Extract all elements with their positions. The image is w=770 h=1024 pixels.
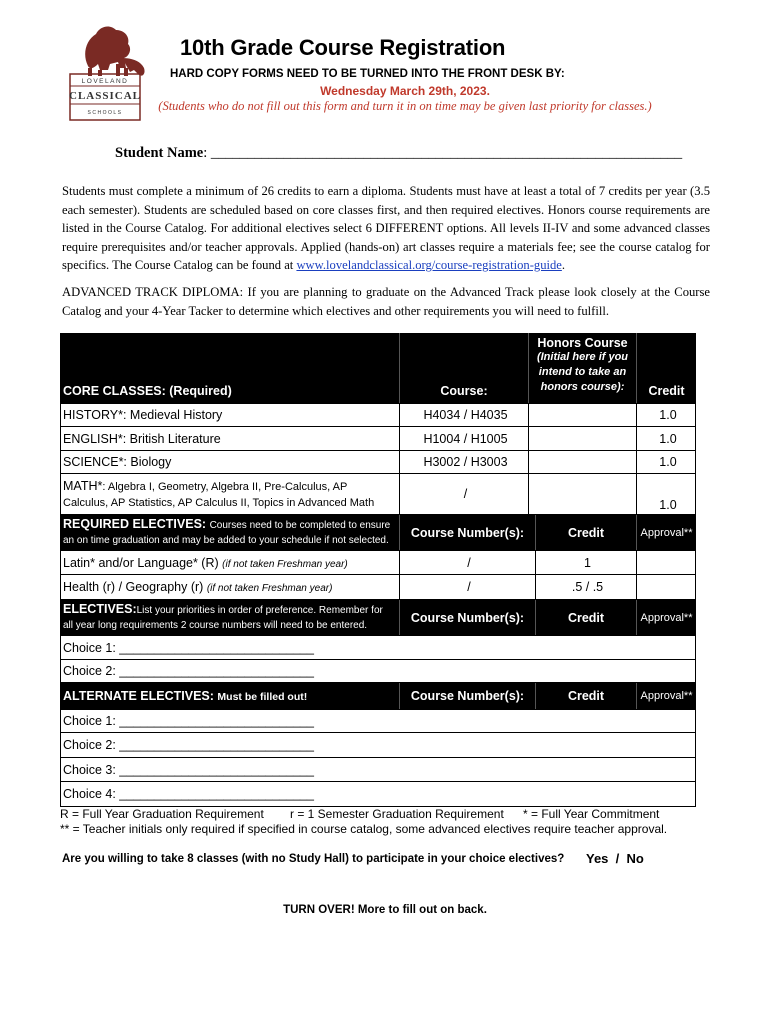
electives-header: ELECTIVES:List your priorities in order of preference. Remember for all year long requirements 2 course numbers will need to be entered. Course Number(s): Credit Approval** (60, 600, 696, 636)
student-name-field[interactable]: Student Name: _________________________________________________________________ (115, 145, 683, 161)
honors-course-heading: Honors Course (537, 336, 628, 350)
honors-initial-input[interactable] (528, 451, 636, 473)
honors-note: (Initial here if you intend to take an honors course): (536, 351, 629, 393)
table-row: Health (r) / Geography (r) (if not taken Freshman year) / .5 / .5 (60, 575, 696, 600)
no-option[interactable]: No (626, 851, 644, 866)
student-name-blank[interactable]: _________________________________________________________________ (210, 145, 683, 161)
eight-classes-question: Are you willing to take 8 classes (with no Study Hall) to participate in your choice electives? (62, 853, 565, 865)
alternate-choice-row[interactable]: Choice 3: ____________________________ (60, 758, 696, 782)
alternate-choice-row[interactable]: Choice 4: ____________________________ (60, 782, 696, 807)
legend-teacher: ** = Teacher initials only required if specified in course catalog, some advanced electives require teacher approval. (60, 822, 668, 836)
course-number-input[interactable]: / (467, 555, 471, 570)
yes-no-choice: Yes / No (586, 851, 644, 866)
table-row: HISTORY*: Medieval History H4034 / H4035 1.0 (60, 404, 696, 427)
catalog-link[interactable]: www.lovelandclassical.org/course-registration-guide (296, 258, 562, 272)
required-electives-header: REQUIRED ELECTIVES: Courses need to be completed to ensure an on time graduation and may be added to your schedule if not selected. Course Number(s): Credit Approval** (60, 515, 696, 551)
course-number-input[interactable]: / (467, 580, 471, 594)
credit-heading: Credit (648, 384, 685, 398)
table-row: ENGLISH*: British Literature H1004 / H1005 1.0 (60, 427, 696, 451)
course-heading: Course: (440, 384, 488, 398)
svg-text:CLASSICAL: CLASSICAL (69, 90, 141, 102)
table-row: Latin* and/or Language* (R) (if not taken Freshman year) / 1 (60, 551, 696, 575)
honors-initial-input[interactable] (528, 404, 636, 426)
alternate-choice-row[interactable]: Choice 1: ____________________________ (60, 710, 696, 733)
alternate-electives-header: ALTERNATE ELECTIVES: Must be filled out! Course Number(s): Credit Approval** (60, 683, 696, 710)
alternate-electives-heading: ALTERNATE ELECTIVES: (63, 689, 214, 703)
honors-initial-input[interactable] (528, 474, 636, 514)
advanced-track-paragraph: ADVANCED TRACK DIPLOMA: If you are planning to graduate on the Advanced Track please look closely at the Course Catalog and your 4-Year Tacker to determine which electives and other requirements you will need to fulfill. (62, 285, 710, 318)
page-title: 10th Grade Course Registration (180, 35, 506, 60)
yes-option[interactable]: Yes (586, 851, 609, 866)
student-name-label: Student Name (115, 145, 204, 161)
svg-text:SCHOOLS: SCHOOLS (87, 110, 123, 116)
svg-text:LOVELAND: LOVELAND (81, 78, 129, 85)
elective-choice-row[interactable]: Choice 2: ____________________________ (60, 660, 696, 683)
alternate-choice-row[interactable]: Choice 2: ____________________________ (60, 733, 696, 758)
math-course-input[interactable]: / (463, 487, 468, 501)
deadline-date: Wednesday March 29th, 2023. (320, 84, 490, 98)
priority-note: (Students who do not fill out this form and turn it in on time may be given last priority for classes.) (158, 99, 652, 113)
legend-r: r = 1 Semester Graduation Requirement (290, 807, 504, 821)
honors-initial-input[interactable] (528, 427, 636, 450)
core-classes-heading: CORE CLASSES: (Required) (63, 384, 232, 398)
intro-paragraph: Students must complete a minimum of 26 credits to earn a diploma. Students must have at least a total of 7 credits per year (3.5 each semester). Students are scheduled based on core classes first, and then required electives. Honors course requirements are listed in the Course Catalog. For additional electives select 6 DIFFERENT options. All levels II-IV and some advanced classes require prerequisites and/or teacher approvals. Applied (hands-on) art classes require a materials fee; see the course catalog for specifics. The Course Catalog can be found at www.lovelandclassical.org/course-registration-guide. (62, 184, 710, 272)
approval-input[interactable] (636, 575, 696, 599)
turn-over-note: TURN OVER! More to fill out on back. (283, 904, 487, 916)
table-row: SCIENCE*: Biology H3002 / H3003 1.0 (60, 451, 696, 474)
core-header-row (60, 333, 696, 404)
legend-R: R = Full Year Graduation Requirement (60, 807, 264, 821)
deadline-instruction: HARD COPY FORMS NEED TO BE TURNED INTO THE FRONT DESK BY: (170, 68, 565, 80)
legend (60, 807, 720, 821)
legend-star: * = Full Year Commitment (523, 807, 660, 821)
required-electives-heading: REQUIRED ELECTIVES: (63, 517, 207, 531)
table-row: MATH*: Algebra I, Geometry, Algebra II, Pre-Calculus, AP Calculus, AP Statistics, AP Calculus II, Topics in Advanced Math / 1.0 (60, 474, 696, 515)
electives-heading: ELECTIVES: (63, 602, 137, 616)
elective-choice-row[interactable]: Choice 1: ____________________________ (60, 636, 696, 660)
approval-input[interactable] (636, 551, 696, 574)
